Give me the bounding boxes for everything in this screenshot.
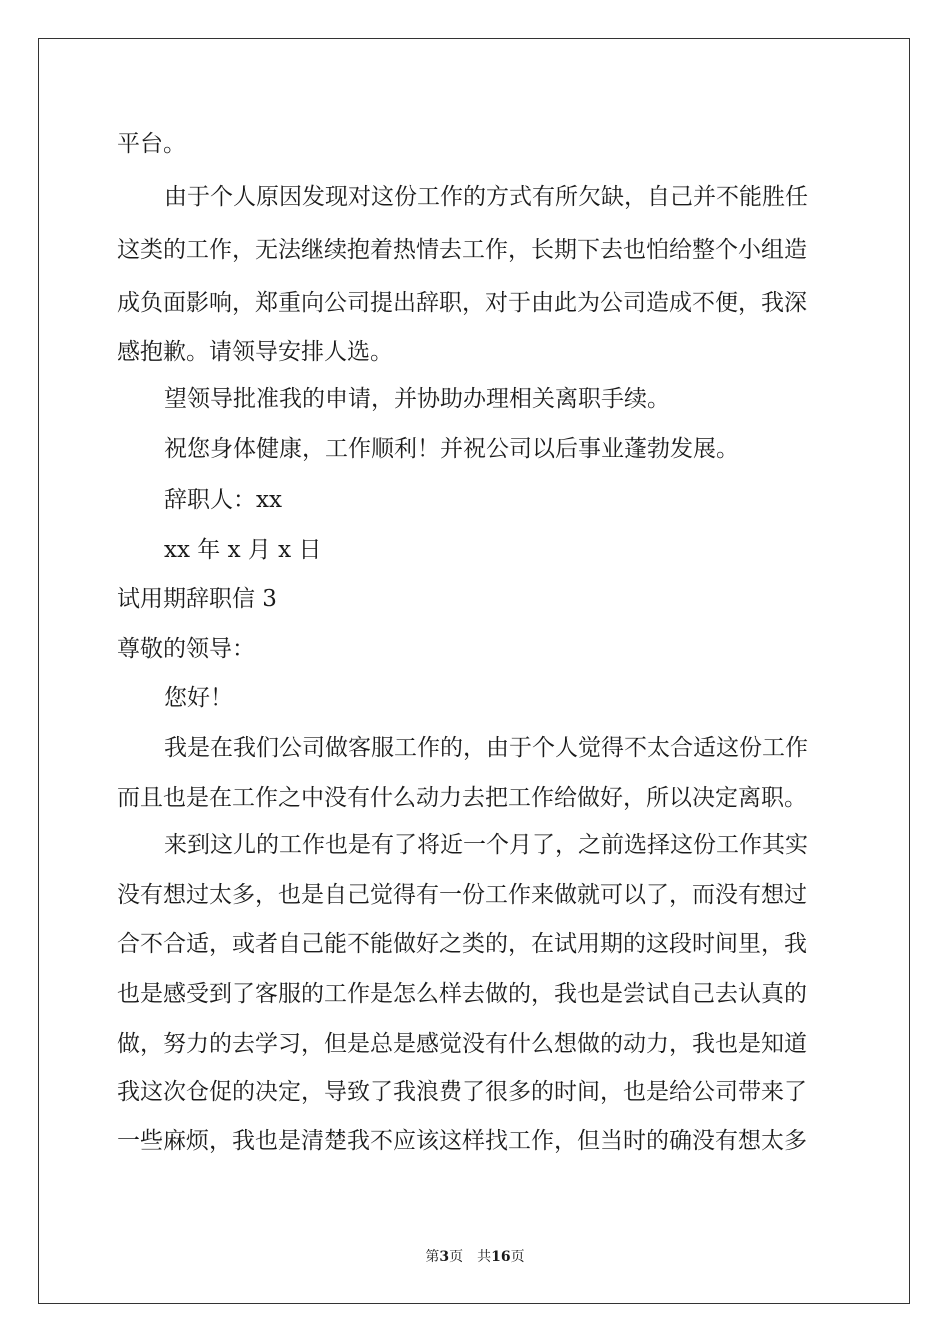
page-prefix: 第 bbox=[425, 1249, 440, 1265]
text-line: 这类的工作，无法继续抱着热情去工作，长期下去也怕给整个小组造 bbox=[117, 237, 807, 263]
salutation: 尊敬的领导： bbox=[117, 636, 255, 662]
text-line: 平台。 bbox=[117, 131, 186, 157]
text-line: 而且也是在工作之中没有什么动力去把工作给做好，所以决定离职。 bbox=[117, 785, 807, 811]
text-line: 成负面影响，郑重向公司提出辞职，对于由此为公司造成不便，我深 bbox=[117, 290, 807, 316]
page-border bbox=[38, 38, 910, 1304]
paragraph-line: 祝您身体健康，工作顺利！并祝公司以后事业蓬勃发展。 bbox=[164, 436, 739, 462]
total-suffix: 页 bbox=[510, 1249, 525, 1265]
section-title: 试用期辞职信 3 bbox=[117, 586, 277, 612]
total-prefix: 共 bbox=[477, 1249, 492, 1265]
page-number: 3 bbox=[439, 1249, 450, 1265]
date-line: xx 年 x 月 x 日 bbox=[164, 537, 322, 563]
greeting: 您好！ bbox=[164, 685, 233, 711]
paragraph-line: 望领导批准我的申请，并协助办理相关离职手续。 bbox=[164, 386, 670, 412]
text-line: 也是感受到了客服的工作是怎么样去做的，我也是尝试自己去认真的 bbox=[117, 981, 807, 1007]
text-line: 做，努力的去学习，但是总是感觉没有什么想做的动力，我也是知道 bbox=[117, 1031, 807, 1057]
signature-line: 辞职人：xx bbox=[164, 487, 282, 513]
page-suffix: 页 bbox=[449, 1249, 464, 1265]
text-line: 感抱歉。请领导安排人选。 bbox=[117, 339, 393, 365]
paragraph-line: 来到这儿的工作也是有了将近一个月了，之前选择这份工作其实 bbox=[164, 832, 808, 858]
total-pages: 16 bbox=[491, 1249, 511, 1265]
paragraph-line: 由于个人原因发现对这份工作的方式有所欠缺，自己并不能胜任 bbox=[164, 184, 808, 210]
text-line: 我这次仓促的决定，导致了我浪费了很多的时间，也是给公司带来了 bbox=[117, 1079, 807, 1105]
text-line: 一些麻烦，我也是清楚我不应该这样找工作，但当时的确没有想太多 bbox=[117, 1128, 807, 1154]
text-line: 合不合适，或者自己能不能做好之类的，在试用期的这段时间里，我 bbox=[117, 931, 807, 957]
text-line: 没有想过太多，也是自己觉得有一份工作来做就可以了，而没有想过 bbox=[117, 882, 807, 908]
paragraph-line: 我是在我们公司做客服工作的，由于个人觉得不太合适这份工作 bbox=[164, 735, 808, 761]
page-footer bbox=[0, 1248, 950, 1266]
